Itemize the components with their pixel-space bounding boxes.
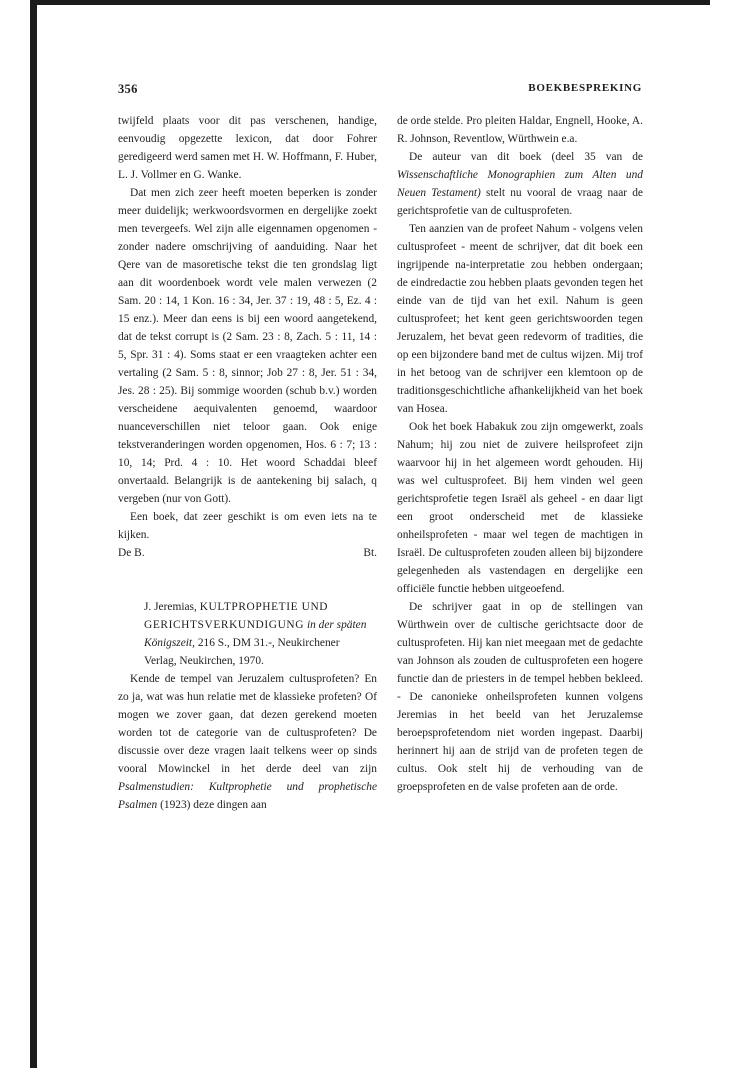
running-head: BOEKBESPREKING [528, 82, 642, 94]
paragraph: Dat men zich zeer heeft moeten beperken is zonder meer duidelijk; werkwoordsvormen en dergelijke zoekt men tevergeefs. Wel zijn alle eigennamen opgenomen - zonder nadere omschrijving of aanduiding. Naar het Qere van de masoretische tekst die ten grondslag ligt aan dit woordenboek wordt vele malen verwezen (2 Sam. 20 : 14, 1 Kon. 16 : 34, Jer. 37 : 19, 48 : 5, Ez. 4 : 15 enz.). Meer dan eens is bij een woord aangetekend, dat de tekst corrupt is (2 Sam. 23 : 8, Zach. 5 : 11, 14 : 5, Spr. 31 : 4). Soms staat er een vraagteken achter een vertaling (2 Sam. 5 : 8, sinnor; Job 27 : 8, Jer. 51 : 34, Jes. 28 : 25). Bij sommige woorden (schub b.v.) worden verscheidene aequivalenten genoemd, waardoor nuanceverschillen niet teloor gaan. Ook enige tekstveranderingen worden opgenomen, Hos. 6 : 7; 13 : 10, 14; Prd. 4 : 10. Het woord Schaddai bleef onvertaald. Belangrijk is de aantekening bij salach, q vergeben (nur von Gott). [118, 187, 377, 505]
paragraph: twijfeld plaats voor dit pas verschenen, handige, eenvoudig opgezette lexicon, dat door Fohrer geredigeerd werd samen met H. W. Hoffmann, F. Huber, L. J. Vollmer en G. Wanke. [118, 115, 377, 181]
scan-border-top [30, 0, 710, 5]
paragraph: De schrijver gaat in op de stellingen van Würthwein over de cultische gerichtsacte door de cultusprofeten. Hij kan niet meegaan met de gedachte van Johnson als zouden de cultusprofeten een hogere functie dan de priesters in de tempel hebben bekleed. - De canonieke onheilsprofeten kunnen volgens Jeremias in het beeld van het Jeruzalemse beroepsprofetendom niet worden ingepast. Daarbij herinnert hij aan de strijd van de profeten tegen de cultus. Ook stelt hij de verhouding van de groepsprofeten en de valse profeten aan de orde. [397, 601, 643, 793]
right-column [397, 112, 643, 796]
book-subtitle: in der späten Königszeit, [144, 619, 367, 649]
book-reference [144, 598, 377, 670]
signature-right: Bt. [363, 547, 377, 559]
page-number: 356 [118, 82, 138, 96]
reviewer-signature [118, 544, 377, 562]
paragraph: Een boek, dat zeer geschikt is om even iets na te kijken. [118, 511, 377, 541]
paragraph: Ook het boek Habakuk zou zijn omgewerkt, zoals Nahum; hij zou niet de zuivere heilsprofeet zijn waarvoor hij in het algemeen wordt gehouden. Hij was wel cultusprofeet. Bij hem vinden wel geen gerichtsprofetie tegen Israël als geheel - en daar ligt een groot onderscheid met de klassieke onheilsprofeten - maar wel tegen de machtigen in Israël. De cultusprofeten zouden alleen bij bijzondere gelegenheden als vastendagen en dergelijke een officiële functie hebben uitgeoefend. [397, 421, 643, 595]
paragraph: Ten aanzien van de profeet Nahum - volgens velen cultusprofeet - meent de schrijver, dat dit boek een ingrijpende na-interpretatie zou hebben ondergaan; de eindredactie zou hebben plaats gevonden tegen het einde van de tijd van het exil. Nahum is geen cultusprofeet; het kent geen gerichtswoorden tegen Jeruzalem, het bevat geen redevorm of tradities, die op een bijzondere band met de cultus wijzen. Mij trof in het betoog van de schrijver een klemtoon op de traditionsgeschichtliche afhankelijkheid van het boek van Hosea. [397, 223, 643, 415]
paragraph: Kende de tempel van Jeruzalem cultusprofeten? En zo ja, wat was hun relatie met de klassieke profeten? Of mogen we zover gaan, dat dezen gerekend moeten worden tot de categorie van de cultusprofeten? De discussie over deze vragen laait telkens weer op sinds vooral Mowinckel in het derde deel van zijn Psalmenstudien: Kultprophetie und prophetische Psalmen (1923) deze dingen aan [118, 673, 377, 811]
scan-border-left [30, 0, 37, 1068]
book-author: J. Jeremias, [144, 601, 197, 613]
left-column [118, 112, 377, 814]
paragraph: De auteur van dit boek (deel 35 van de Wissenschaftliche Monographien zum Alten und Neuen Testament) stelt nu vooral de vraag naar de gerichtsprofetie van de cultusprofeten. [397, 151, 643, 217]
signature-left: De B. [118, 547, 145, 559]
book-details: 216 S., DM 31.-, Neukirchener Verlag, Neukirchen, 1970. [144, 637, 340, 667]
paragraph: de orde stelde. Pro pleiten Haldar, Engnell, Hooke, A. R. Johnson, Reventlow, Würthwein e.a. [397, 115, 643, 145]
book-title: KULTPROPHETIE UND GERICHTSVERKUNDIGUNG [144, 601, 329, 631]
